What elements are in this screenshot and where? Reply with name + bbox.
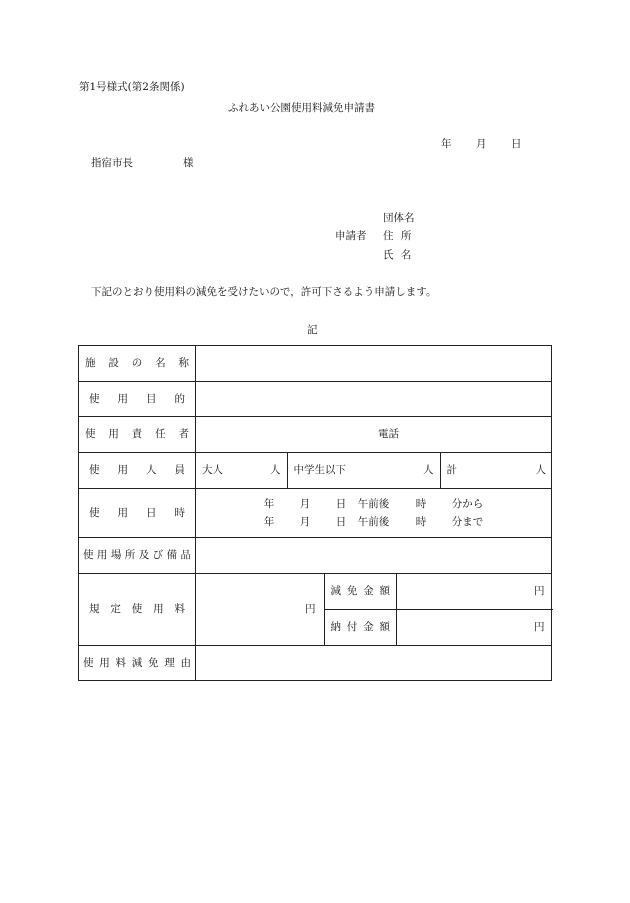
adults-unit: 人 [270,464,281,477]
total-label: 計 [446,464,457,477]
payment-yen: 円 [534,621,545,633]
students-cell[interactable] [287,453,440,488]
reason-field[interactable] [196,646,552,681]
intro-text: 下記のとおり使用料の減免を受けたいので，許可下さるよう申請します。 [91,286,437,298]
row-purpose [79,382,552,417]
row-fee [79,574,552,646]
address-label: 住 所 [383,230,412,242]
from-hour: 時 [415,497,427,510]
until-day: 日 [335,515,347,528]
fee-breakdown-cell [324,574,552,645]
from-day: 日 [335,497,347,510]
date-day-label: 日 [511,138,522,150]
fee-field [196,574,552,646]
purpose-field[interactable] [196,382,552,417]
form-number: 第1号様式(第2条関係) [79,81,185,93]
datetime-field[interactable] [196,489,552,538]
document-title: ふれあい公園使用料減免申請書 [228,102,375,114]
purpose-label: 使用目的 [79,382,196,417]
until-year: 年 [263,515,275,528]
phone-label: 電話 [378,428,399,441]
total-unit: 人 [535,464,546,477]
from-year: 年 [263,497,275,510]
row-reason [79,646,552,681]
application-table [78,345,552,681]
payment-field[interactable] [397,609,553,645]
place-label: 使用場所及び備品 [79,538,196,574]
from-month: 月 [299,497,311,510]
date-month-label: 月 [476,138,487,150]
reason-label: 使用料減免理由 [79,646,196,681]
until-hour: 時 [415,515,427,528]
payment-label: 納付金額 [325,609,397,645]
row-manager [79,417,552,453]
datetime-label: 使用日時 [79,489,196,538]
students-label: 中学生以下 [293,464,346,477]
until-month: 月 [299,515,311,528]
datetime-until-line [196,513,551,531]
place-field[interactable] [196,538,552,574]
adults-cell[interactable] [196,453,287,488]
from-suffix: 分から [451,497,484,510]
row-place [79,538,552,574]
facility-label: 施設の名称 [79,346,196,382]
fee-label: 規定使用料 [79,574,196,646]
reduction-yen: 円 [534,585,545,597]
fee-subtable [196,574,552,645]
manager-label: 使用責任者 [79,417,196,453]
honorific: 様 [183,157,194,169]
ki-heading: 記 [307,324,318,336]
total-cell[interactable] [440,453,552,488]
adults-label: 大人 [202,464,223,477]
students-unit: 人 [423,464,434,477]
fee-yen: 円 [305,603,316,616]
people-label: 使用人員 [79,453,196,489]
date-year-label: 年 [441,138,452,150]
name-label: 氏 名 [383,249,412,261]
row-datetime [79,489,552,538]
until-ampm: 午前後 [357,515,390,528]
fee-breakdown [325,574,553,645]
facility-field[interactable] [196,346,552,382]
addressee: 指宿市長 [91,157,133,169]
applicant-label: 申請者 [335,230,367,242]
row-facility [79,346,552,382]
fee-amount-cell[interactable] [196,574,324,645]
manager-field[interactable] [196,417,552,453]
people-subtable [196,453,552,488]
people-field [196,453,552,489]
group-name-label: 団体名 [383,212,415,224]
datetime-from-line [196,495,551,513]
reduction-field[interactable] [397,574,553,609]
reduction-label: 減免金額 [325,574,397,609]
from-ampm: 午前後 [357,497,390,510]
row-people [79,453,552,489]
until-suffix: 分まで [451,515,484,528]
